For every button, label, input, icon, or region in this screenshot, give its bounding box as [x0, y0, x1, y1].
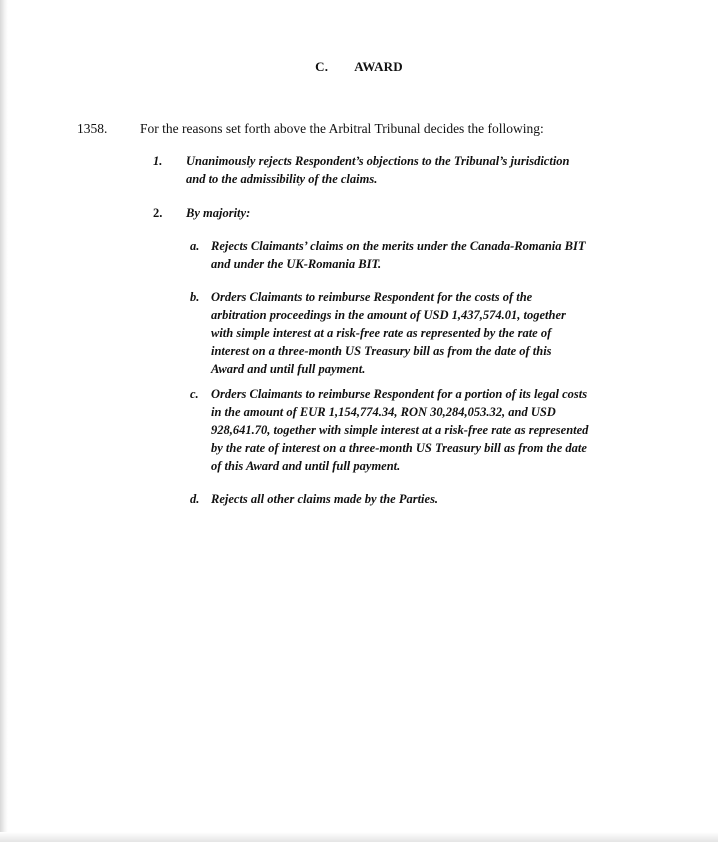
sub-item-line: with simple interest at a risk-free rate as represented by the rate of — [211, 326, 552, 340]
sub-item-marker: c. — [190, 387, 199, 401]
page-bottom-edge-shadow — [0, 832, 718, 842]
section-letter: C. — [315, 59, 329, 74]
sub-item-text — [211, 385, 635, 475]
sub-item-text — [211, 288, 635, 378]
sub-item-line: of this Award and until full payment. — [211, 459, 401, 473]
decision-line: By majority: — [186, 206, 251, 220]
decision-line: Unanimously rejects Respondent’s objections to the Tribunal’s jurisdiction — [186, 154, 570, 168]
sub-item-line: 928,641.70, together with simple interest at a risk-free rate as represented — [211, 423, 589, 437]
decision-marker: 2. — [153, 206, 163, 220]
sub-item-marker: a. — [190, 239, 200, 253]
sub-item-line: Orders Claimants to reimburse Respondent for the costs of the — [211, 290, 533, 304]
sub-item-text — [211, 237, 635, 273]
section-title: AWARD — [354, 59, 403, 74]
sub-item-line: Rejects all other claims made by the Parties. — [211, 492, 439, 506]
decision-marker: 1. — [153, 154, 163, 168]
page-left-edge-shadow — [0, 0, 8, 842]
sub-item-line: Award and until full payment. — [211, 362, 366, 376]
decision-line: and to the admissibility of the claims. — [186, 172, 378, 186]
decision-text — [186, 204, 634, 222]
sub-item-marker: b. — [190, 290, 200, 304]
paragraph-intro: For the reasons set forth above the Arbitral Tribunal decides the following: — [140, 121, 544, 136]
section-heading — [0, 59, 718, 75]
decision-text — [186, 152, 634, 188]
sub-item-text — [211, 490, 635, 508]
paragraph-number: 1358. — [77, 121, 108, 136]
sub-item-line: in the amount of EUR 1,154,774.34, RON 30,284,053.32, and USD — [211, 405, 556, 419]
sub-item-line: arbitration proceedings in the amount of USD 1,437,574.01, together — [211, 308, 566, 322]
sub-item-marker: d. — [190, 492, 200, 506]
sub-item-line: Rejects Claimants’ claims on the merits under the Canada-Romania BIT — [211, 239, 586, 253]
sub-item-line: by the rate of interest on a three-month US Treasury bill as from the date — [211, 441, 587, 455]
sub-item-line: and under the UK-Romania BIT. — [211, 257, 382, 271]
sub-item-line: Orders Claimants to reimburse Respondent for a portion of its legal costs — [211, 387, 588, 401]
sub-item-line: interest on a three-month US Treasury bill as from the date of this — [211, 344, 552, 358]
